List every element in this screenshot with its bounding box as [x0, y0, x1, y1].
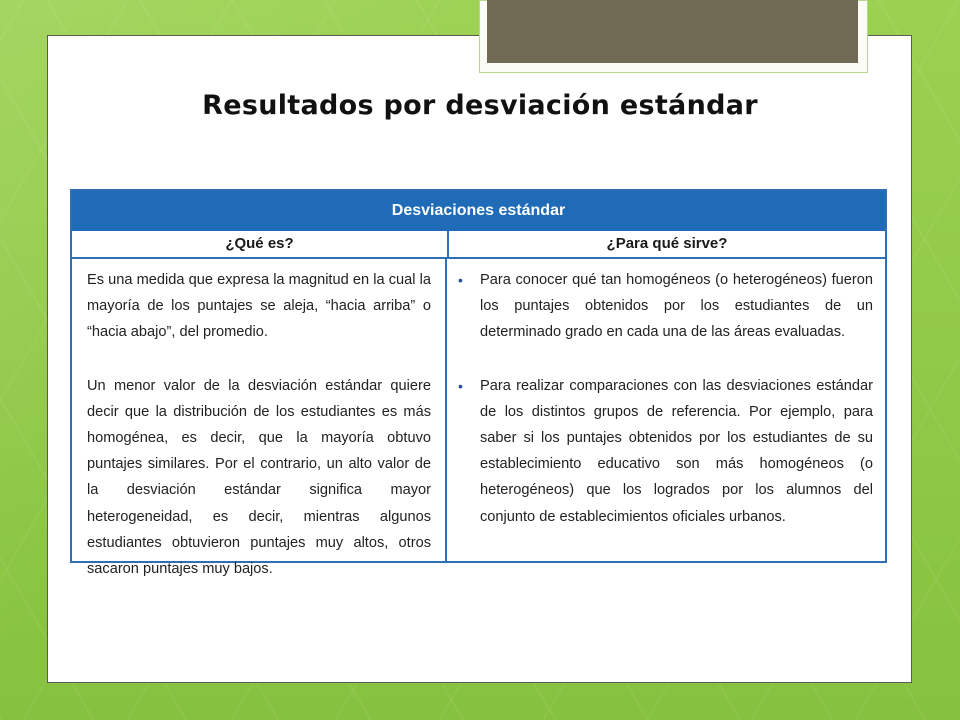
slide-title: Resultados por desviación estándar	[202, 90, 758, 121]
usage-bullet-text: Para realizar comparaciones con las desviaciones estándar de los distintos grupos de referencia. Por ejemplo, para saber si los puntajes obtenidos por los estudiantes de su establecimiento educativo son más homogéneos (o heterogéneos) que los logrados por los alumnos del conjunto de establecimientos oficiales urbanos.	[480, 377, 873, 525]
definition-cell	[72, 259, 447, 578]
column-header-what-for: ¿Para qué sirve?	[606, 235, 728, 252]
list-item	[458, 373, 873, 530]
decorative-tab-block	[487, 0, 858, 63]
list-item	[458, 267, 873, 346]
std-deviation-table	[70, 189, 887, 578]
bullet-icon: •	[458, 272, 463, 288]
table-body	[72, 259, 885, 578]
usage-bullet-text: Para conocer qué tan homogéneos (o heterogéneos) fueron los puntajes obtenidos por los estudiantes de un determinado grado en cada una de las áreas evaluadas.	[480, 272, 873, 341]
usage-cell	[447, 259, 885, 561]
interpretation-paragraph: Un menor valor de la desviación estándar quiere decir que la distribución de los estudiantes es más homogénea, es decir, que la mayoría obtuvo puntajes similares. Por el contrario, un alto valor de la desviación estándar significa mayor heterogeneidad, es decir, mientras algunos estudiantes obtuvieron puntajes muy altos, otros sacaron puntajes muy bajos.	[87, 377, 431, 578]
column-header-what-is: ¿Qué es?	[72, 231, 449, 257]
table-header: Desviaciones estándar	[72, 191, 885, 231]
table-column-headers	[72, 231, 885, 259]
definition-paragraph: Es una medida que expresa la magnitud en la cual la mayoría de los puntajes se aleja, “hacia arriba” o “hacia abajo”, del promedio.	[87, 272, 431, 341]
bullet-icon: •	[458, 377, 463, 394]
